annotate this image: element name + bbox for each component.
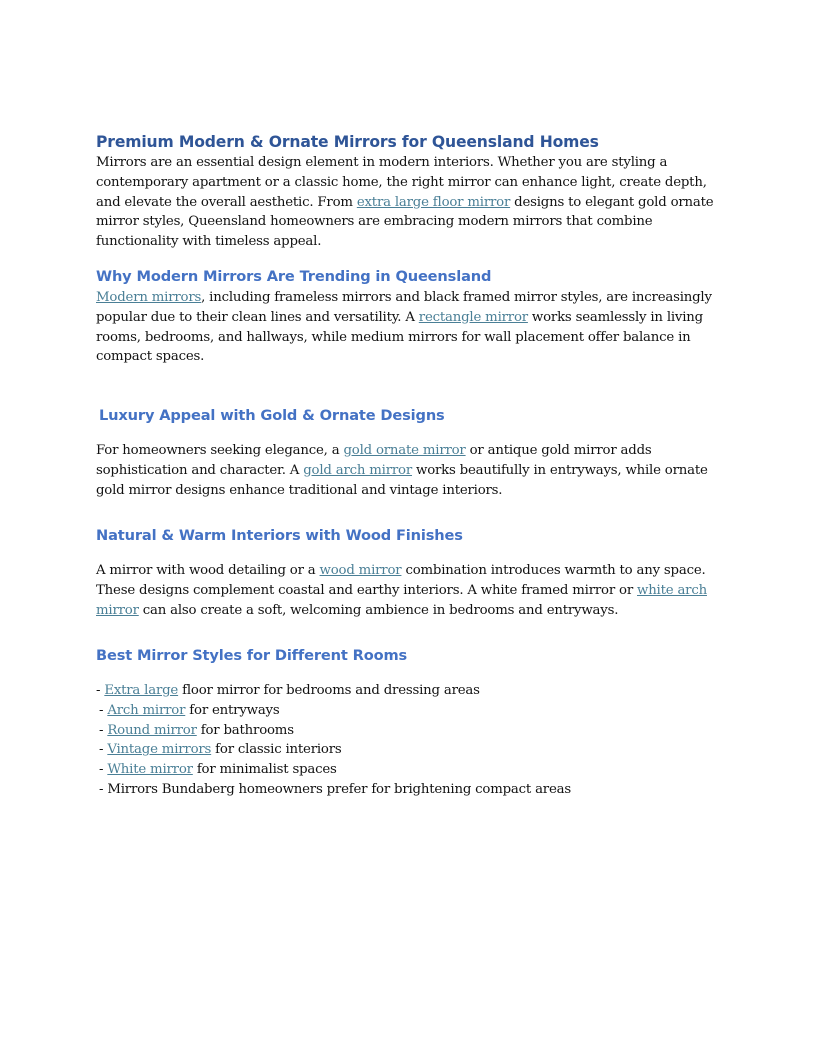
list-item xyxy=(96,760,726,780)
list-dash: - xyxy=(99,722,108,738)
link-rectangle-mirror[interactable]: rectangle mirror xyxy=(418,309,528,325)
section-trending xyxy=(96,266,726,367)
list-dash: - xyxy=(99,702,108,718)
page-title: Premium Modern & Ornate Mirrors for Queensland Homes xyxy=(96,133,599,151)
intro-text-b: designs to elegant gold ornate mirror styles, Queensland homeowners are embracing modern mirrors that combine functionality with timeless appeal. xyxy=(96,194,714,250)
wood-text-a: A mirror with wood detailing or a xyxy=(96,563,320,578)
intro-paragraph xyxy=(96,153,726,252)
link-vintage-mirrors[interactable]: Vintage mirrors xyxy=(107,742,212,758)
trending-text-b: works seamlessly in living rooms, bedrooms, and hallways, while medium mirrors for wall placement offer balance in compact spaces. xyxy=(96,309,703,365)
link-arch-mirror[interactable]: Arch mirror xyxy=(107,702,186,718)
list-dash: - xyxy=(99,781,108,797)
list-item xyxy=(96,740,726,760)
list-dash: - xyxy=(96,683,105,698)
gold-paragraph xyxy=(96,441,726,500)
link-white-mirror[interactable]: White mirror xyxy=(107,762,193,778)
heading-trending: Why Modern Mirrors Are Trending in Queensland xyxy=(96,268,492,285)
list-item-text: Mirrors Bundaberg homeowners prefer for brightening compact areas xyxy=(107,781,571,797)
heading-room-styles: Best Mirror Styles for Different Rooms xyxy=(96,647,408,664)
link-wood-mirror[interactable]: wood mirror xyxy=(319,563,402,578)
heading-wood: Natural & Warm Interiors with Wood Finishes xyxy=(96,527,463,544)
link-round-mirror[interactable]: Round mirror xyxy=(107,722,197,738)
link-white-arch-mirror[interactable]: white arch mirror xyxy=(96,582,707,618)
heading-gold-ornate: Luxury Appeal with Gold & Ornate Designs xyxy=(99,407,445,424)
list-item-text: for classic interiors xyxy=(211,742,342,758)
link-extra-large-floor-mirror[interactable]: extra large floor mirror xyxy=(356,194,511,210)
wood-text-b: combination introduces warmth to any space. These designs complement coastal and earthy interiors. A white framed mirror or xyxy=(96,563,706,598)
section-room-styles xyxy=(96,645,726,800)
wood-paragraph xyxy=(96,561,726,620)
list-item xyxy=(96,721,726,741)
list-item-text: for minimalist spaces xyxy=(192,762,337,778)
section-wood xyxy=(96,525,726,620)
trending-text-a: , including frameless mirrors and black framed mirror styles, are increasingly popular due to their clean lines and versatility. A xyxy=(96,290,712,325)
gold-text-b: or antique gold mirror adds sophistication and character. A xyxy=(96,443,652,478)
gold-text-c: works beautifully in entryways, while ornate gold mirror designs enhance traditional and vintage interiors. xyxy=(96,462,708,498)
list-item-text: for bathrooms xyxy=(196,722,294,738)
list-item xyxy=(96,780,726,800)
section-gold-ornate xyxy=(96,405,726,500)
gold-text-a: For homeowners seeking elegance, a xyxy=(96,443,344,458)
list-item-text: floor mirror for bedrooms and dressing areas xyxy=(178,683,480,698)
link-extra-large[interactable]: Extra large xyxy=(104,683,179,698)
trending-paragraph xyxy=(96,288,726,367)
list-item xyxy=(96,681,726,701)
link-gold-arch-mirror[interactable]: gold arch mirror xyxy=(303,462,412,478)
intro-text-a: Mirrors are an essential design element in modern interiors. Whether you are styling a contemporary apartment or a classic home, the right mirror can enhance light, create depth, and elevate the overall aesthetic. From xyxy=(96,155,707,210)
section-intro xyxy=(96,128,726,252)
room-styles-list xyxy=(96,681,726,800)
link-modern-mirrors[interactable]: Modern mirrors xyxy=(96,290,202,305)
wood-text-c: can also create a soft, welcoming ambience in bedrooms and entryways. xyxy=(138,602,619,618)
list-item-text: for entryways xyxy=(185,702,280,718)
list-dash: - xyxy=(99,762,108,778)
link-gold-ornate-mirror[interactable]: gold ornate mirror xyxy=(343,443,466,458)
list-dash: - xyxy=(99,742,108,758)
list-item xyxy=(96,701,726,721)
